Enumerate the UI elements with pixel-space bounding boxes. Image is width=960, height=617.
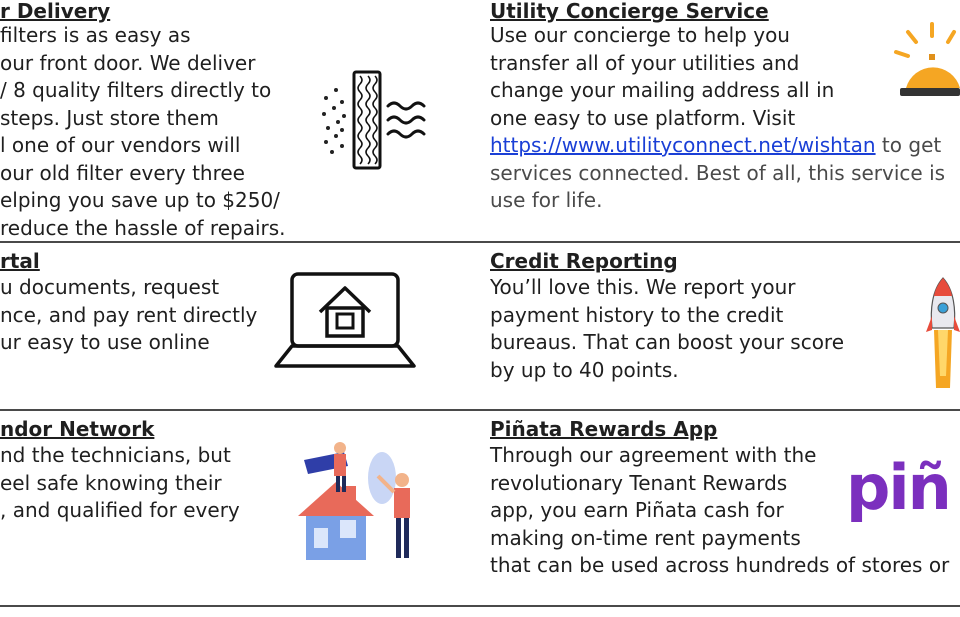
text-line: u documents, request	[0, 275, 220, 299]
text-line: transfer all of your utilities and	[490, 50, 800, 75]
rocket-icon	[926, 276, 960, 390]
air-filter-icon	[318, 68, 430, 172]
portal-title: rtal	[0, 249, 40, 273]
text-line: by up to 40 points.	[490, 357, 679, 382]
filter-delivery-text	[0, 22, 286, 242]
utilityconnect-link[interactable]: https://www.utilityconnect.net/wishtan	[490, 133, 876, 157]
text-line: our front door. We deliver	[0, 50, 256, 75]
house-repair-illustration-icon	[296, 436, 424, 564]
text-line: services connected. Best of all, this service is	[490, 160, 946, 185]
pinata-rewards-title: Piñata Rewards App	[490, 417, 718, 441]
text-line: bureaus. That can boost your score	[490, 330, 845, 354]
utility-concierge-title: Utility Concierge Service	[490, 0, 769, 23]
text-line: one easy to use platform. Visit	[490, 105, 796, 130]
vendor-network-title: ndor Network	[0, 417, 155, 441]
laptop-house-icon	[272, 270, 418, 372]
link-suffix: to get	[875, 133, 942, 157]
text-line: l one of our vendors will	[0, 133, 241, 157]
text-line: nd the technicians, but	[0, 443, 231, 467]
text-line: that can be used across hundreds of stores or	[490, 553, 950, 577]
text-line: ur easy to use online	[0, 330, 210, 354]
link-line	[490, 132, 945, 160]
text-line: / 8 quality filters directly to	[0, 78, 272, 102]
text-line: You’ll love this. We report your	[490, 275, 796, 299]
credit-reporting-title: Credit Reporting	[490, 249, 678, 273]
portal-text	[0, 274, 257, 357]
credit-reporting-text	[490, 274, 844, 384]
text-line: change your mailing address all in	[490, 78, 835, 102]
pinata-logo-text: piñ	[846, 451, 950, 524]
row-divider	[0, 409, 960, 411]
text-line: Through our agreement with the	[490, 443, 817, 467]
text-line: elping you save up to $250/	[0, 188, 280, 212]
text-line: Use our concierge to help you	[490, 23, 790, 47]
text-line: steps. Just store them	[0, 105, 219, 130]
text-line: reduce the hassle of repairs.	[0, 215, 286, 240]
text-line: app, you earn Piñata cash for	[490, 498, 784, 522]
filter-delivery-title: r Delivery	[0, 0, 111, 23]
concierge-bell-icon	[892, 20, 960, 100]
text-line: , and qualified for every	[0, 498, 240, 522]
text-line: our old filter every three	[0, 160, 245, 185]
text-line: eel safe knowing their	[0, 470, 222, 495]
pinata-logo-icon	[846, 448, 960, 528]
utility-concierge-text	[490, 22, 945, 215]
text-line: making on-time rent payments	[490, 525, 801, 550]
row-divider	[0, 605, 960, 607]
text-line: use for life.	[490, 188, 603, 212]
text-line: nce, and pay rent directly	[0, 302, 258, 327]
text-line: payment history to the credit	[490, 302, 784, 327]
text-line: filters is as easy as	[0, 23, 191, 47]
text-line: revolutionary Tenant Rewards	[490, 470, 788, 495]
vendor-network-text	[0, 442, 240, 525]
